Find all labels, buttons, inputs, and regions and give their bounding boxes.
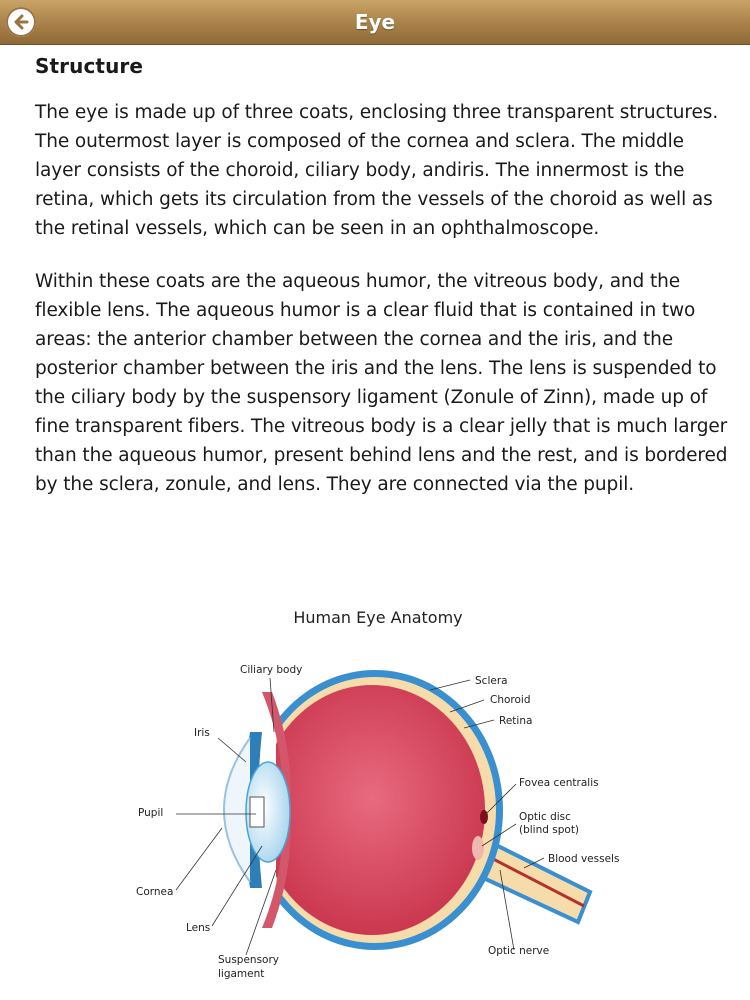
label-blood-vessels: Blood vessels xyxy=(548,853,620,865)
paragraph-2: Within these coats are the aqueous humor, the vitreous body, and the flexible lens. The aqueous humor is a clear fluid that is contained in two areas: the anterior chamber between the cornea and the iris, and the posterior chamber between the iris and the lens. The lens is suspended to the ciliary body by the suspensory ligament (Zonule of Zinn), made up of fine transparent fibers. The vitreous body is a clear jelly that is much larger than the aqueous humor, present behind lens and the rest, and is bordered by the sclera, zonule, and lens. They are connected via the pupil. xyxy=(35,271,728,495)
fovea-mark xyxy=(480,810,488,824)
label-lens: Lens xyxy=(186,922,211,934)
paragraph-1: The eye is made up of three coats, enclosing three transparent structures. The outermost layer is composed of the cornea and sclera. The middle layer consists of the choroid, ciliary body, andiris. The innermost is the retina, which gets its circulation from the vessels of the choroid as well as the retinal vessels, which can be seen in an ophthalmoscope. xyxy=(35,102,719,239)
page-title: Eye xyxy=(354,10,396,34)
label-cornea: Cornea xyxy=(136,886,174,898)
label-optic-disc: Optic disc xyxy=(519,811,571,823)
section-title: Structure xyxy=(35,54,144,78)
figure-title: Human Eye Anatomy xyxy=(293,608,463,627)
eye-anatomy-figure xyxy=(0,600,750,1000)
back-button[interactable] xyxy=(6,7,36,37)
label-ciliary-body: Ciliary body xyxy=(240,664,303,676)
article-body xyxy=(35,52,735,523)
label-sclera: Sclera xyxy=(475,675,508,687)
vitreous-body xyxy=(259,685,485,935)
label-optic-nerve: Optic nerve xyxy=(488,945,550,957)
label-blind-spot: (blind spot) xyxy=(519,824,580,836)
label-retina: Retina xyxy=(499,715,533,727)
label-pupil: Pupil xyxy=(138,807,164,819)
header-bar xyxy=(0,0,750,45)
optic-disc-mark xyxy=(472,836,484,860)
label-fovea: Fovea centralis xyxy=(519,777,599,789)
label-choroid: Choroid xyxy=(490,694,531,706)
label-suspensory: Suspensory xyxy=(218,954,279,966)
eye-diagram xyxy=(0,600,750,1000)
label-iris: Iris xyxy=(194,727,210,739)
back-arrow-icon xyxy=(11,12,31,32)
label-ligament: ligament xyxy=(218,968,265,980)
